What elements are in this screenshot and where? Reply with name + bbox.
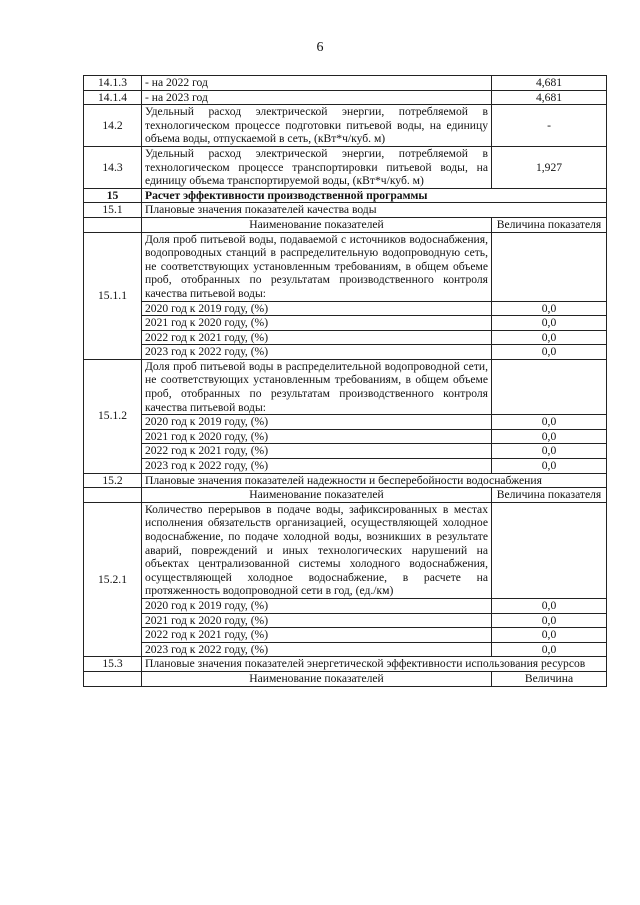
- row-value: 0,0: [492, 345, 607, 360]
- table-row: [84, 76, 607, 91]
- table-row: [84, 146, 607, 188]
- column-header-row: [84, 488, 607, 503]
- row-text: 2022 год к 2021 году, (%): [142, 444, 492, 459]
- year-row: [84, 459, 607, 474]
- column-header-row: [84, 217, 607, 232]
- subsection-title: Плановые значения показателей надежности и бесперебойности водоснабжения: [142, 473, 607, 488]
- table-row: [84, 502, 607, 598]
- row-number: 15.2.1: [84, 502, 142, 657]
- row-text: 2023 год к 2022 году, (%): [142, 642, 492, 657]
- row-text: 2020 год к 2019 году, (%): [142, 598, 492, 613]
- year-row: [84, 316, 607, 331]
- header-value: Величина показателя: [492, 488, 607, 503]
- row-value: 1,927: [492, 146, 607, 188]
- row-value: 0,0: [492, 628, 607, 643]
- row-value: 0,0: [492, 642, 607, 657]
- indicators-table: [83, 75, 607, 687]
- section-title: Расчет эффективности производственной программы: [142, 188, 607, 203]
- table-row: [84, 232, 607, 301]
- row-value: 0,0: [492, 444, 607, 459]
- subsection-title: Плановые значения показателей энергетической эффективности использования ресурсов: [142, 657, 607, 672]
- row-text: Количество перерывов в подаче воды, зафиксированных в местах исполнения обязательств организацией, осуществляющей холодное водоснабжение, по подаче холодной воды, возникших в результате аварий, повреждений и иных технологических нарушений на объектах централизованной системы холодного водоснабжения, осуществляющей холодное водоснабжение, в расчете на протяженность водопроводной сети в год, (ед./км): [142, 502, 492, 598]
- section-number: 15: [84, 188, 142, 203]
- header-value: Величина показателя: [492, 217, 607, 232]
- row-text: 2021 год к 2020 году, (%): [142, 429, 492, 444]
- page-number: 6: [316, 40, 324, 55]
- row-text: - на 2023 год: [142, 90, 492, 105]
- subsection-title: Плановые значения показателей качества воды: [142, 203, 607, 218]
- row-number: 15.1.2: [84, 359, 142, 473]
- header-name: Наименование показателей: [142, 488, 492, 503]
- year-row: [84, 444, 607, 459]
- year-row: [84, 642, 607, 657]
- row-text: 2022 год к 2021 году, (%): [142, 330, 492, 345]
- row-text: Доля проб питьевой воды, подаваемой с источников водоснабжения, водопроводных станций в распределительную водопроводную сеть, не соответствующих установленным требованиям, в общем объеме проб, отобранных по результатам производственного контроля качества питьевой воды:: [142, 232, 492, 301]
- row-value: 0,0: [492, 429, 607, 444]
- row-text: Удельный расход электрической энергии, потребляемой в технологическом процессе транспортировки питьевой воды, на единицу объема транспортируемой воды, (кВт*ч/куб. м): [142, 146, 492, 188]
- year-row: [84, 628, 607, 643]
- row-value: -: [492, 105, 607, 147]
- row-text: 2021 год к 2020 году, (%): [142, 316, 492, 331]
- header-empty-cell: [84, 671, 142, 686]
- row-text: 2022 год к 2021 году, (%): [142, 628, 492, 643]
- year-row: [84, 345, 607, 360]
- row-number: 14.1.4: [84, 90, 142, 105]
- subsection-row: [84, 203, 607, 218]
- row-value: 0,0: [492, 330, 607, 345]
- table-row: [84, 105, 607, 147]
- year-row: [84, 598, 607, 613]
- row-value: 4,681: [492, 90, 607, 105]
- year-row: [84, 429, 607, 444]
- row-number: 14.1.3: [84, 76, 142, 91]
- subsection-number: 15.1: [84, 203, 142, 218]
- header-value: Величина: [492, 671, 607, 686]
- row-text: Удельный расход электрической энергии, потребляемой в технологическом процессе подготовки питьевой воды, на единицу объема воды, отпускаемой в сеть, (кВт*ч/куб. м): [142, 105, 492, 147]
- row-text: - на 2022 год: [142, 76, 492, 91]
- row-number: 15.1.1: [84, 232, 142, 359]
- header-empty-cell: [84, 488, 142, 503]
- subsection-number: 15.2: [84, 473, 142, 488]
- row-value: 0,0: [492, 301, 607, 316]
- subsection-row: [84, 473, 607, 488]
- header-empty-cell: [84, 217, 142, 232]
- subsection-number: 15.3: [84, 657, 142, 672]
- section-row: [84, 188, 607, 203]
- row-value: 0,0: [492, 598, 607, 613]
- year-row: [84, 415, 607, 430]
- row-value: 4,681: [492, 76, 607, 91]
- year-row: [84, 613, 607, 628]
- row-value: 0,0: [492, 459, 607, 474]
- header-name: Наименование показателей: [142, 671, 492, 686]
- row-value: 0,0: [492, 613, 607, 628]
- row-value-empty: [492, 359, 607, 414]
- header-name: Наименование показателей: [142, 217, 492, 232]
- row-text: Доля проб питьевой воды в распределительной водопроводной сети, не соответствующих установленным требованиям, в общем объеме проб, отобранных по результатам производственного контроля качества питьевой воды:: [142, 359, 492, 414]
- row-text: 2020 год к 2019 году, (%): [142, 301, 492, 316]
- row-value: 0,0: [492, 415, 607, 430]
- row-number: 14.2: [84, 105, 142, 147]
- table-row: [84, 90, 607, 105]
- row-text: 2023 год к 2022 году, (%): [142, 345, 492, 360]
- year-row: [84, 301, 607, 316]
- table-row: [84, 359, 607, 414]
- row-text: 2021 год к 2020 году, (%): [142, 613, 492, 628]
- column-header-row: [84, 671, 607, 686]
- row-value-empty: [492, 502, 607, 598]
- year-row: [84, 330, 607, 345]
- row-value-empty: [492, 232, 607, 301]
- subsection-row: [84, 657, 607, 672]
- row-text: 2020 год к 2019 году, (%): [142, 415, 492, 430]
- row-value: 0,0: [492, 316, 607, 331]
- row-number: 14.3: [84, 146, 142, 188]
- row-text: 2023 год к 2022 году, (%): [142, 459, 492, 474]
